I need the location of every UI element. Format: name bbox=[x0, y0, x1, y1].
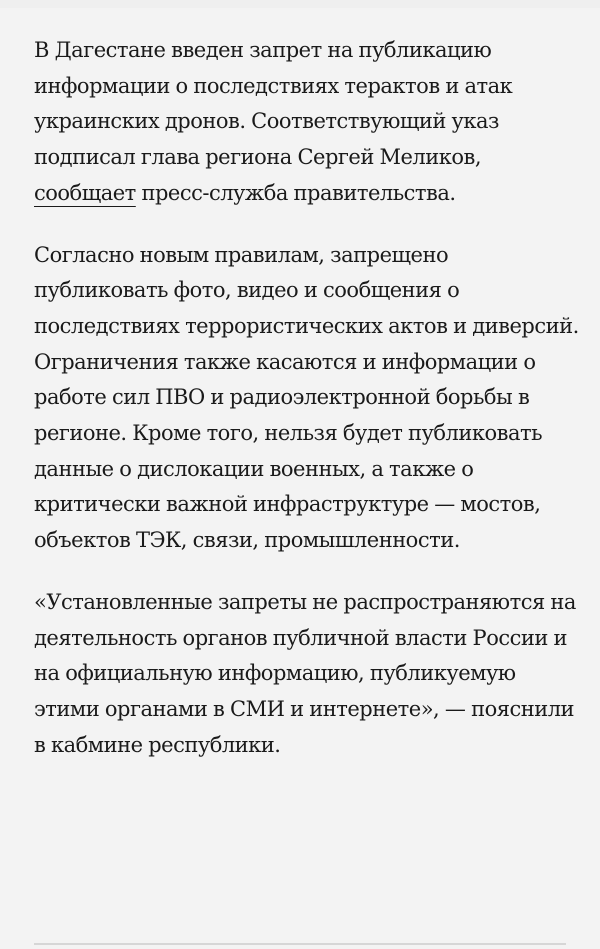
source-link[interactable]: сообщает bbox=[34, 180, 136, 205]
paragraph-3: «Установленные запреты не распространяются на деятельность органов публичной власти России и на официальную информацию, публикуемую этими органами в СМИ и интернете», — пояснили в кабмине республики. bbox=[34, 589, 576, 757]
paragraph-2: Согласно новым правилам, запрещено публиковать фото, видео и сообщения о последствиях террористических актов и диверсий. Ограничения также касаются и информации о работе сил ПВО и радиоэлектронной борьбы в регионе. Кроме того, нельзя будет публиковать данные о дислокации военных, а также о критически важной инфраструктуре — мостов, объектов ТЭК, связи, промышленности. bbox=[34, 242, 579, 553]
paragraph-1 bbox=[34, 33, 582, 212]
top-edge bbox=[0, 0, 600, 8]
paragraph-1-text-end: пресс-служба правительства. bbox=[135, 180, 456, 205]
article-body bbox=[34, 33, 582, 763]
bottom-divider bbox=[34, 943, 566, 945]
paragraph-1-text-start: В Дагестане введен запрет на публикацию информации о последствиях терактов и атак украинских дронов. Соответствующий указ подписал глава региона Сергей Меликов, bbox=[34, 38, 513, 170]
